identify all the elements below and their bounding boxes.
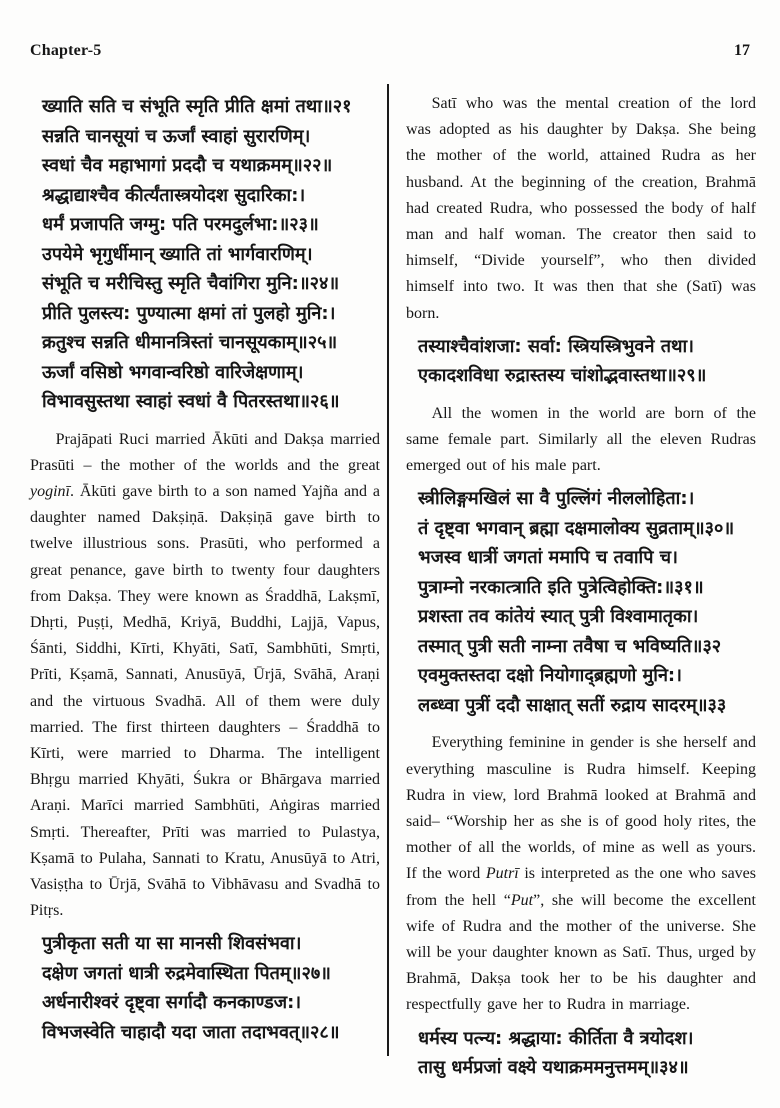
sanskrit-verse-line: श्रद्धाद्याश्चैव कीर्त्यंतास्त्रयोदश सुदारिका:।: [42, 184, 306, 206]
sanskrit-verse-line: तं दृष्ट्वा भगवान् ब्रह्मा दक्षमालोक्य सुव्रताम्॥३०॥: [418, 517, 735, 539]
sanskrit-verse-line: क्रतुश्च सन्नति धीमानत्रिस्तां चानसूयकाम्॥२५॥: [42, 332, 338, 353]
sanskrit-verse-line: धर्मस्य पत्न्य: श्रद्धाया: कीर्तिता वै त्रयोदश।: [418, 1027, 694, 1049]
sanskrit-verse-line: स्त्रीलिङ्गमखिलं सा वै पुल्लिंगं नीललोहिता:।: [418, 488, 695, 510]
sanskrit-verse-line: पुत्रीकृता सती या सा मानसी शिवसंभवा।: [42, 933, 302, 955]
sanskrit-verse-line: विभावसुस्तथा स्वाहां स्वधां वै पितरस्तथा॥२६॥: [42, 391, 340, 412]
text-segment: Prajāpati Ruci married Ākūti and Dakṣa married Prasūti – the mother of the worlds and the great: [30, 430, 380, 474]
left-column: [30, 88, 392, 1093]
english-paragraph: [30, 427, 380, 925]
text-segment: Putrī: [485, 865, 519, 883]
sanskrit-verse-line: तस्मात् पुत्री सती नाम्ना तवैषा च भविष्यति॥३२: [418, 635, 722, 657]
english-paragraph: [406, 401, 756, 480]
sanskrit-verse-line: तासु धर्मप्रजां वक्ष्ये यथाक्रममनुत्तमम्॥३४॥: [418, 1057, 689, 1079]
page-number: 17: [734, 42, 750, 59]
sanskrit-verse-line: संभूति च मरीचिस्तु स्मृति चैवांगिरा मुनि:॥२४॥: [42, 273, 340, 294]
sanskrit-verse-line: भजस्व धात्रीं जगतां ममापि च तवापि च।: [418, 547, 678, 569]
text-segment: ”, she will become the excellent wife of Rudra and the mother of the universe. She will be your daughter known as Satī. Thus, urged by Brahmā, Dakṣa took her to be his daughter and respectfully gave her to Rudra in marriage.: [406, 891, 756, 1014]
text-segment: Satī who was the mental creation of the lord was adopted as his daughter by Dakṣa. She being the mother of the world, attained Rudra as her husband. At the beginning of the creation, Brahmā had created Rudra, who possessed the body of half man and half woman. The creator then said to himself, “Divide yourself”, who then divided himself into two. It was then that she (Satī) was born.: [406, 95, 756, 322]
sanskrit-verse-line: अर्धनारीश्वरं दृष्ट्वा सर्गादौ कनकाण्डज:।: [42, 992, 302, 1014]
text-segment: yoginī: [30, 482, 70, 500]
sanskrit-verse-line: प्रीति पुलस्त्य: पुण्यात्मा क्षमां तां पुलहो मुनि:।: [42, 302, 336, 324]
sanskrit-verse-line: लब्ध्वा पुत्रीं ददौ साक्षात् सतीं रुद्राय सादरम्॥३३: [418, 694, 727, 716]
page-content: [30, 88, 756, 1093]
sanskrit-verse-line: सन्नति चानसूयां च ऊर्जां स्वाहां सुरारणिम्।: [42, 125, 311, 147]
sanskrit-verse-block: [406, 332, 756, 391]
english-paragraph: [406, 730, 756, 1018]
text-segment: Everything feminine in gender is she herself and everything masculine is Rudra himself. Keeping Rudra in view, lord Brahmā looked at Brahmā and said– “Worship her as she is of good holy rites, the mother of all the worlds, of mine as well as yours. If the word: [406, 734, 756, 883]
sanskrit-verse-block: [406, 1024, 756, 1083]
text-segment: . Ākūti gave birth to a son named Yajña and a daughter named Dakṣiṇā. Dakṣiṇā gave birth to twelve illustrious sons. Prasūti, who performed a great penance, gave birth to twenty four daughters from Dakṣa. They were known as Śraddhā, Lakṣmī, Dhṛti, Puṣṭi, Medhā, Kriyā, Buddhi, Lajjā, Vapus, Śānti, Siddhi, Kīrti, Khyāti, Satī, Sambhūti, Smṛti, Prīti, Kṣamā, Sannati, Anusūyā, Ūrjā, Svāhā, Araṇi and the virtuous Svadhā. All of them were duly married. The first thirteen daughters – Śraddhā to Kīrti, were married to Dharma. The intelligent Bhṛgu married Khyāti, Śukra or Bhārgava married Araṇi. Marīci married Sambhūti, Aṅgiras married Smṛti. Thereafter, Prīti was married to Pulastya, Kṣamā to Pulaha, Sannati to Kratu, Anusūyā to Atri, Vasiṣṭha to Ūrjā, Svāhā to Vibhāvasu and Svadhā to Pitṛs.: [30, 482, 380, 920]
sanskrit-verse-block: [30, 929, 380, 1047]
text-segment: is interpreted as the one who saves from the hell “: [406, 865, 756, 909]
page-header: [30, 42, 750, 60]
sanskrit-verse-block: [30, 92, 380, 417]
chapter-label: Chapter-5: [30, 42, 102, 59]
sanskrit-verse-line: ख्याति सति च संभूति स्मृति प्रीति क्षमां तथा॥२१: [42, 96, 352, 117]
sanskrit-verse-line: स्वधां चैव महाभागां प्रददौ च यथाक्रमम्॥२२॥: [42, 155, 333, 176]
sanskrit-verse-line: उपयेमे भृगुर्धीमान् ख्याति तां भार्गवारणिम्।: [42, 243, 313, 265]
sanskrit-verse-line: तस्याश्चैवांशजा: सर्वा: स्त्रियस्त्रिभुवने तथा।: [418, 335, 694, 357]
sanskrit-verse-line: प्रशस्ता तव कांतेयं स्यात् पुत्री विश्वामातृका।: [418, 606, 699, 628]
sanskrit-verse-line: विभजस्वेति चाहादौ यदा जाता तदाभवत्॥२८॥: [42, 1021, 340, 1043]
sanskrit-verse-block: [406, 484, 756, 720]
sanskrit-verse-line: एवमुक्तस्तदा दक्षो नियोगाद्ब्रह्मणो मुनि:।: [418, 665, 682, 687]
sanskrit-verse-line: ऊर्जां वसिष्ठो भगवान्वरिष्ठो वारिजेक्षणाम्।: [42, 361, 304, 383]
english-paragraph: [406, 91, 756, 327]
text-segment: All the women in the world are born of the same female part. Similarly all the eleven Rudras emerged out of his male part.: [406, 404, 756, 475]
sanskrit-verse-line: धर्मं प्रजापति जग्मु: पति परमदुर्लभा:॥२३॥: [42, 214, 319, 235]
sanskrit-verse-line: दक्षेण जगतां धात्री रुद्रमेवास्थिता पितम्॥२७॥: [42, 962, 331, 984]
sanskrit-verse-line: पुत्राम्नो नरकात्त्राति इति पुत्रेत्विहोक्ति:॥३१॥: [418, 576, 704, 598]
right-column: [392, 88, 756, 1093]
text-segment: Put: [510, 891, 534, 909]
sanskrit-verse-line: एकादशविधा रुद्रास्तस्य चांशोद्भवास्तथा॥२९॥: [418, 365, 707, 387]
